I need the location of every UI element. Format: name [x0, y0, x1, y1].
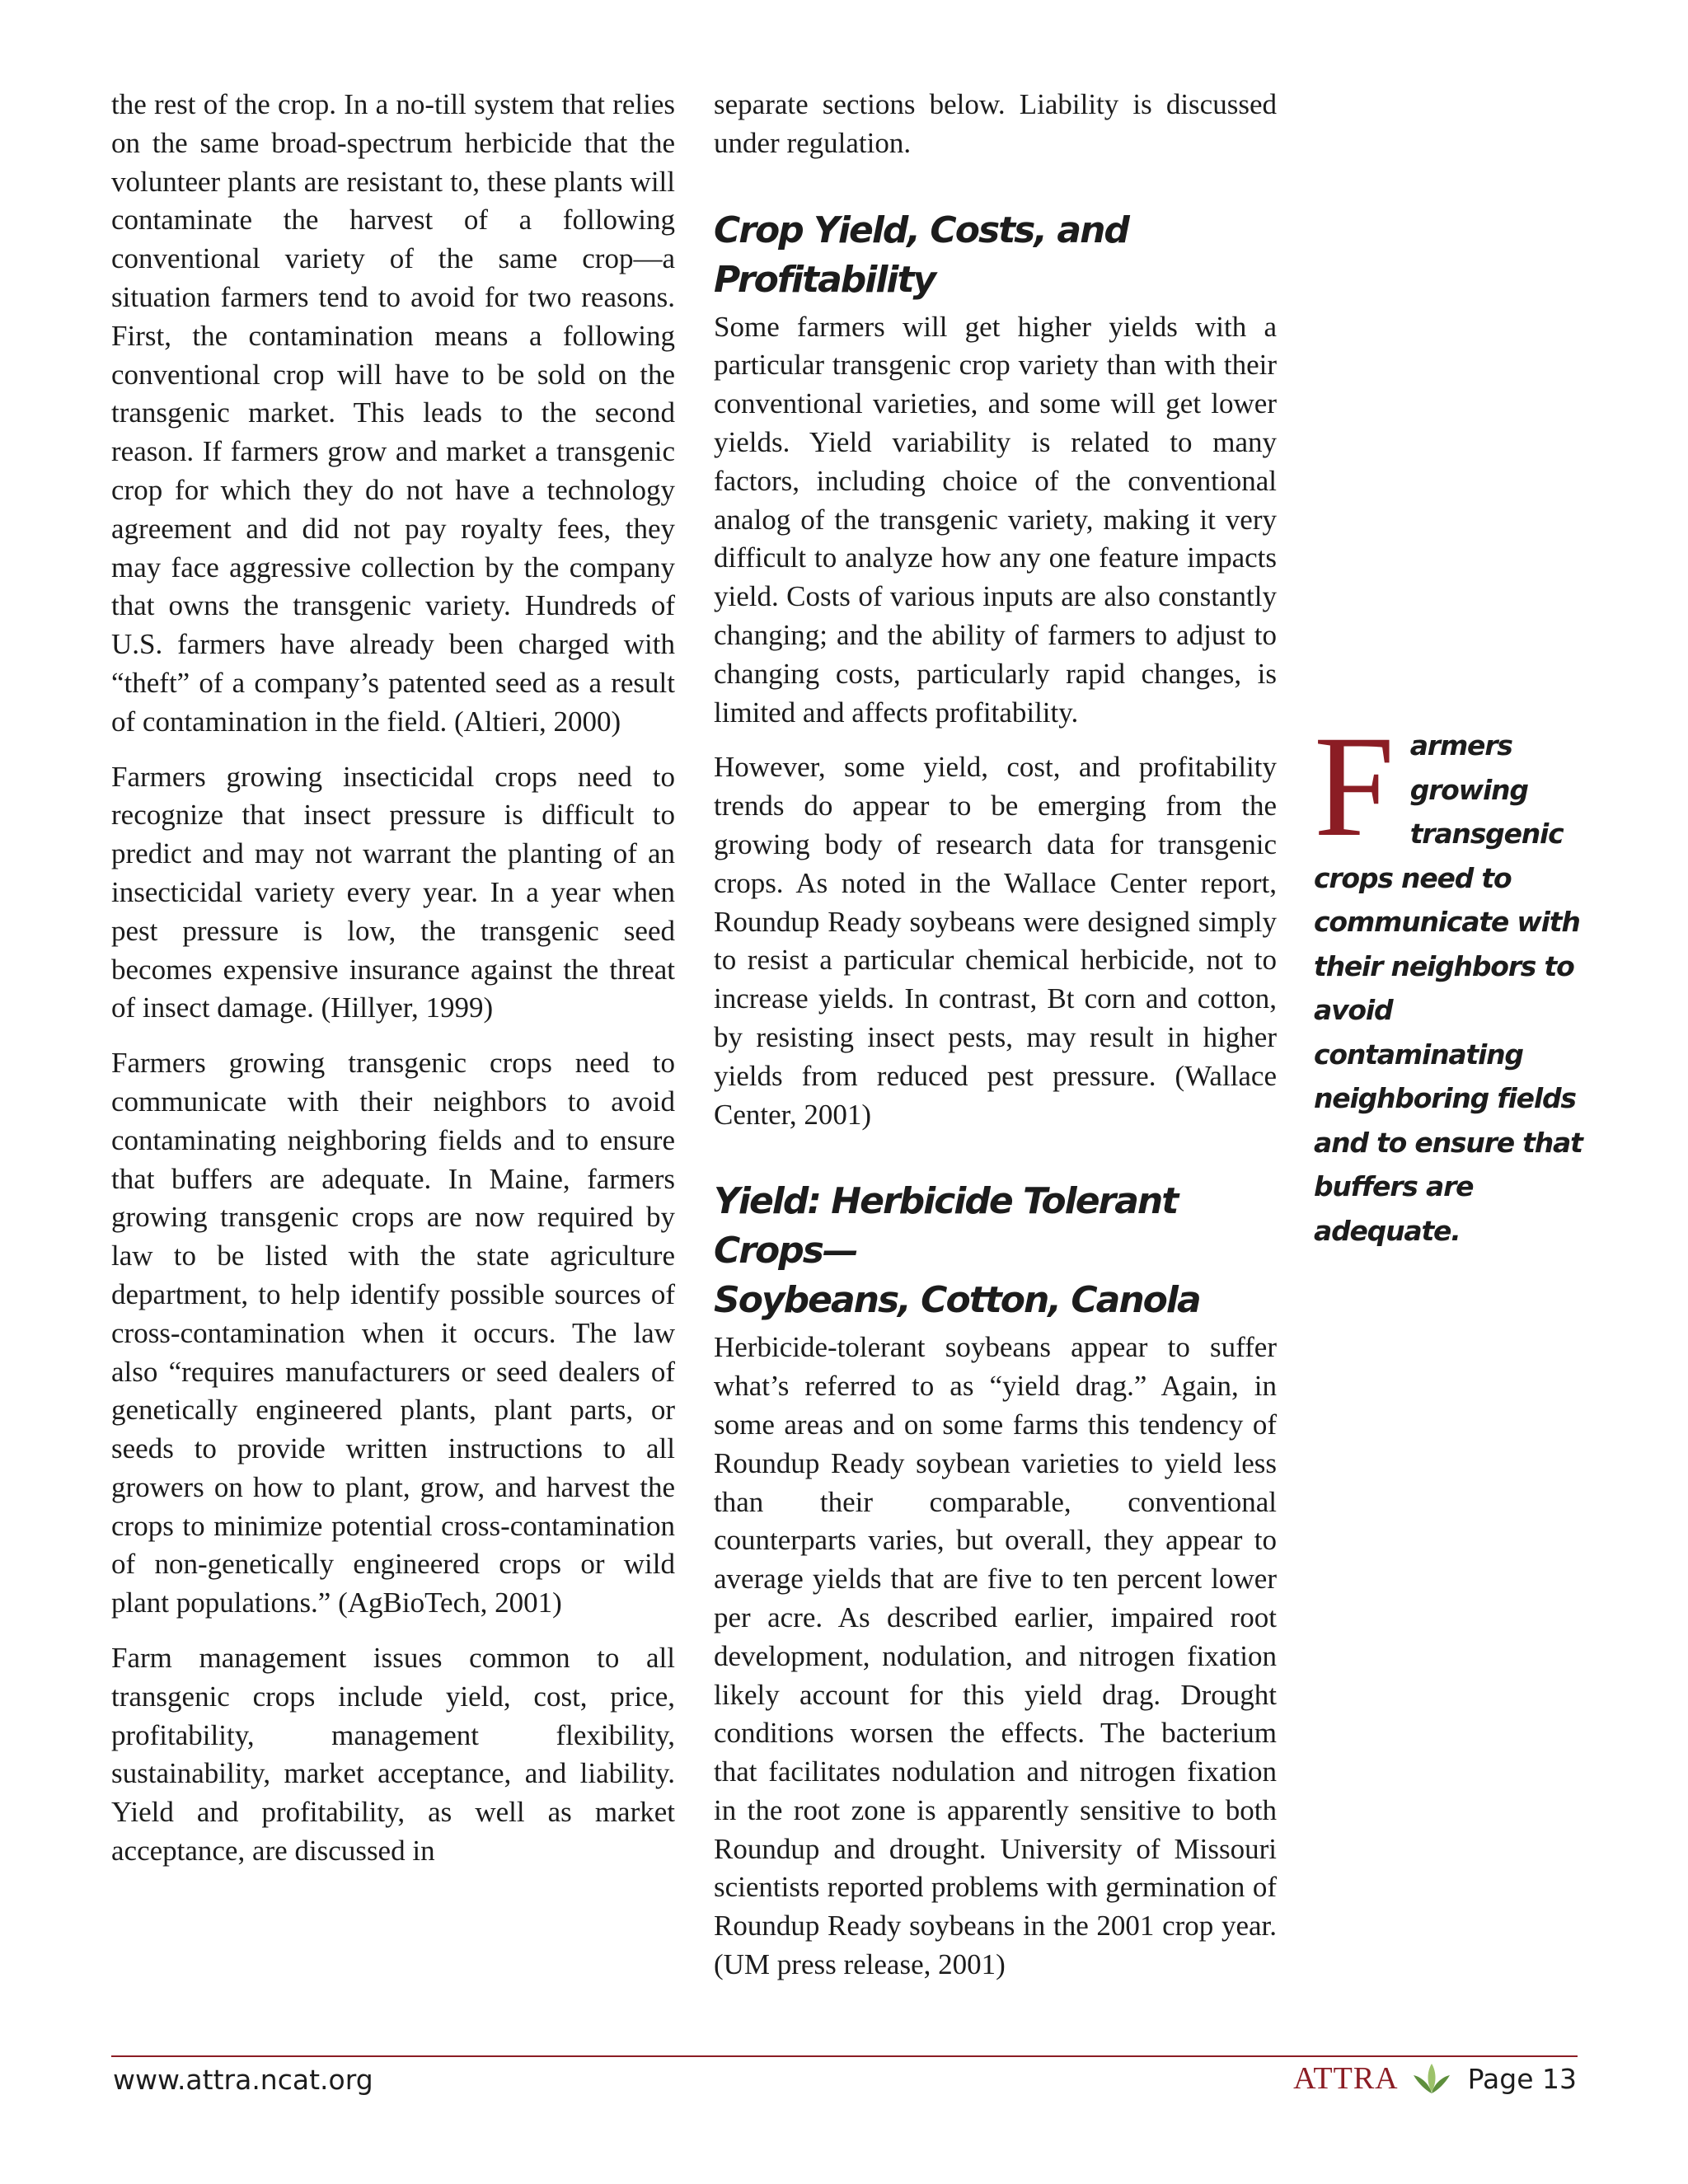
body-paragraph: Farmers growing transgenic crops need to communicate with their neighbors to avoid contaminating neighboring fields and to ensure that buffers are adequate. In Maine, farmers growing transgenic crops are now required by law to be listed with the state agriculture department, to help identify possible sources of cross-contamination when it occurs. The law also “requires manufacturers or seed dealers of genetically engineered plants, plant parts, or seeds to provide written instructions to all growers on how to plant, grow, and harvest the crops to minimize potential cross-contamination of non-genetically engineered crops or wild plant populations.” (AgBioTech, 2001): [111, 1047, 675, 1619]
middle-column: [714, 86, 1277, 2001]
body-paragraph: Farm management issues common to all transgenic crops include yield, cost, price, profitability, management flexibility, sustainability, market acceptance, and liability. Yield and profitability, as well as market acceptance, are discussed in: [111, 1642, 675, 1868]
body-paragraph: the rest of the crop. In a no-till system that relies on the same broad-spectrum herbicide that the volunteer plants are resistant to, these plants will contaminate the harvest of a following conventional variety of the same crop—a situation farmers tend to avoid for two reasons. First, the contamination means a following conventional crop will have to be sold on the transgenic market. This leads to the second reason. If farmers grow and market a transgenic crop for which they do not have a technology agreement and did not pay royalty fees, they may face aggressive collection by the company that owns the transgenic variety. Hundreds of U.S. farmers have already been charged with “theft” of a company’s patented seed as a result of contamination in the field. (Altieri, 2000): [111, 88, 675, 738]
section-heading-crop-yield: Crop Yield, Costs, and Profitability: [714, 209, 1128, 301]
body-paragraph: Some farmers will get higher yields with a particular transgenic crop variety than with their conventional varieties, and some will get lower yields. Yield variability is related to many factors, including choice of the conventional analog of the transgenic variety, making it very difficult to analyze how any one feature impacts yield. Costs of various inputs are also constantly changing; and the ability of farmers to adjust to changing costs, particularly rapid changes, is limited and affects profitability.: [714, 310, 1277, 729]
section-heading-herbicide: [714, 1177, 1277, 1325]
left-column: [111, 86, 675, 1887]
page-number: Page 13: [1467, 2062, 1577, 2095]
body-paragraph: Herbicide-tolerant soybeans appear to suffer what’s referred to as “yield drag.” Again, in some areas and on some farms this tendency of Roundup Ready soybean varieties to yield less than their comparable, conventional counterparts varies, but overall, they appear to average yields that are five to ten percent lower per acre. As described earlier, impaired root development, nodulation, and nitrogen fixation likely account for this yield drag. Drought conditions worsen the effects. The bacterium that facilitates nodulation and nitrogen fixation in the root zone is apparently sensitive to both Roundup and drought. University of Missouri scientists reported problems with germination of Roundup Ready soybeans in the 2001 crop year. (UM press release, 2001): [714, 1331, 1277, 1981]
footer-branding: [1293, 2060, 1577, 2097]
body-paragraph: Farmers growing insecticidal crops need to recognize that insect pressure is difficult to predict and may not warrant the planting of an insecticidal variety every year. In a year when pest pressure is low, the transgenic seed becomes expensive insurance against the threat of insect damage. (Hillyer, 1999): [111, 760, 675, 1024]
heading-line: Yield: Herbicide Tolerant Crops—: [714, 1180, 1178, 1272]
drop-cap: F: [1314, 706, 1394, 867]
pull-quote: [1314, 706, 1586, 1253]
body-paragraph: separate sections below. Liability is discussed under regulation.: [714, 88, 1277, 159]
pull-quote-text: armers growing transgenic crops need to communicate with their neighbors to avoid contaminating neighboring fields and to ensure that buffers are adequate.: [1314, 729, 1582, 1247]
body-paragraph: However, some yield, cost, and profitability trends do appear to be emerging from the growing body of research data for transgenic crops. As noted in the Wallace Center report, Roundup Ready soybeans were designed simply to resist a particular chemical herbicide, not to increase yields. In contrast, Bt corn and cotton, by resisting insect pests, may result in higher yields from reduced pest pressure. (Wallace Center, 2001): [714, 751, 1277, 1131]
footer-url[interactable]: www.attra.ncat.org: [113, 2064, 373, 2096]
footer-divider: [111, 2055, 1578, 2057]
attra-logo: ATTRA: [1293, 2061, 1399, 2096]
heading-line: Soybeans, Cotton, Canola: [714, 1279, 1200, 1322]
leaf-icon: [1410, 2062, 1453, 2095]
